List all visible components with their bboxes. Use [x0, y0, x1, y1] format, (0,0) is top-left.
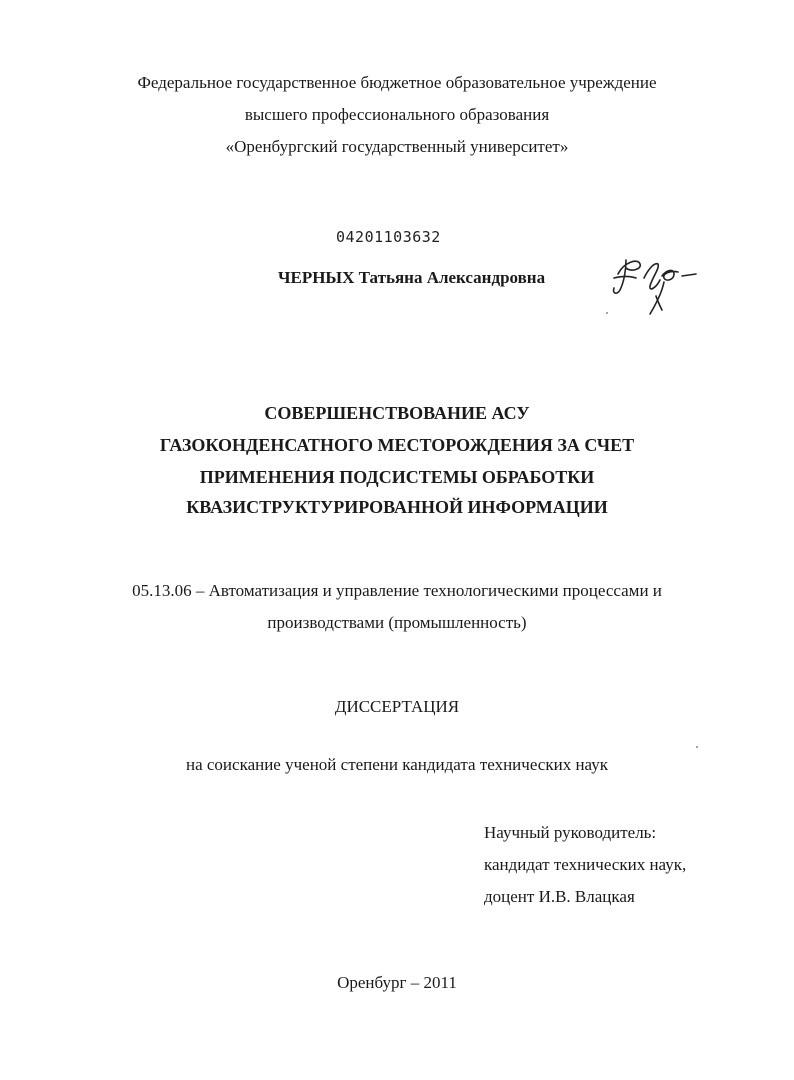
- signature-icon: [604, 248, 704, 320]
- registry-number: 04201103632: [336, 228, 441, 246]
- supervisor-heading: Научный руководитель:: [484, 823, 657, 842]
- place-year: Оренбург – 2011: [337, 973, 457, 992]
- specialty-line-2: производствами (промышленность): [267, 613, 527, 632]
- supervisor-degree: кандидат технических наук,: [484, 855, 687, 874]
- title-line-4: КВАЗИСТРУКТУРИРОВАННОЙ ИНФОРМАЦИИ: [186, 497, 608, 517]
- degree-line: на соискание ученой степени кандидата технических наук: [185, 755, 608, 774]
- institution-line-2: высшего профессионального образования: [244, 105, 550, 124]
- author-name: ЧЕРНЫХ Татьяна Александровна: [278, 268, 546, 287]
- supervisor-name: доцент И.В. Влацкая: [484, 887, 635, 906]
- title-line-2: ГАЗОКОНДЕНСАТНОГО МЕСТОРОЖДЕНИЯ ЗА СЧЕТ: [159, 435, 635, 455]
- speck: [606, 312, 608, 314]
- title-line-3: ПРИМЕНЕНИЯ ПОДСИСТЕМЫ ОБРАБОТКИ: [199, 467, 595, 487]
- specialty-line-1: 05.13.06 – Автоматизация и управление технологическими процессами и: [132, 581, 662, 600]
- institution-line-3: «Оренбургский государственный университет»: [225, 137, 569, 156]
- speck: [696, 746, 698, 748]
- title-line-1: СОВЕРШЕНСТВОВАНИЕ АСУ: [264, 403, 530, 423]
- document-type: ДИССЕРТАЦИЯ: [334, 697, 460, 716]
- institution-line-1: Федеральное государственное бюджетное образовательное учреждение: [137, 73, 657, 92]
